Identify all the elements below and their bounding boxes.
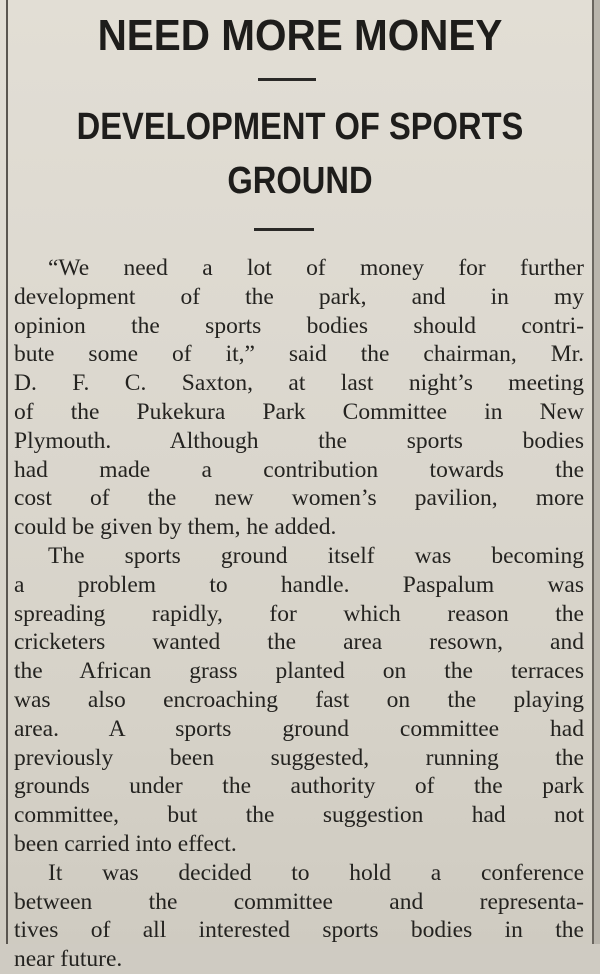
text-line: opinion the sports bodies should contri- (14, 312, 584, 339)
text-line: had made a contribution towards the (14, 456, 584, 483)
text-line: near future. (14, 946, 123, 973)
text-line: between the committee and representa- (14, 888, 584, 915)
adjacent-column-edge (594, 0, 600, 944)
column-rule-left (6, 0, 8, 944)
text-line: Plymouth. Although the sports bodies (14, 427, 584, 454)
headline-divider (258, 78, 316, 81)
text-line: The sports ground itself was becoming (48, 542, 584, 569)
paragraph (14, 542, 584, 859)
subheadline-line-1: DEVELOPMENT OF SPORTS (76, 106, 524, 148)
text-line: spreading rapidly, for which reason the (14, 600, 584, 627)
text-line: tives of all interested sports bodies in the (14, 917, 584, 944)
text-line: the African grass planted on the terraces (14, 658, 584, 685)
text-line: cost of the new women’s pavilion, more (14, 485, 584, 512)
paragraph (14, 859, 584, 974)
text-line: cricketers wanted the area resown, and (14, 629, 584, 656)
subheadline-line-2: GROUND (227, 160, 373, 202)
text-line: committee, but the suggestion had not (14, 802, 584, 829)
headline: NEED MORE MONEY (97, 11, 503, 60)
text-line: of the Pukekura Park Committee in New (14, 398, 584, 425)
text-line: area. A sports ground committee had (14, 715, 584, 742)
text-line: D. F. C. Saxton, at last night’s meeting (14, 370, 584, 397)
text-line: development of the park, and in my (14, 283, 584, 310)
text-line: was also encroaching fast on the playing (14, 686, 584, 713)
paragraph (14, 254, 584, 542)
text-line: been carried into effect. (14, 830, 237, 857)
text-line: bute some of it,” said the chairman, Mr. (14, 341, 584, 368)
text-line: It was decided to hold a conference (48, 859, 584, 886)
text-line: grounds under the authority of the park (14, 773, 584, 800)
subheadline-divider (254, 228, 314, 231)
text-line: “We need a lot of money for further (48, 255, 584, 281)
text-line: could be given by them, he added. (14, 514, 337, 541)
article-body (14, 254, 584, 974)
text-line: a problem to handle. Paspalum was (14, 571, 584, 598)
text-line: previously been suggested, running the (14, 744, 584, 771)
